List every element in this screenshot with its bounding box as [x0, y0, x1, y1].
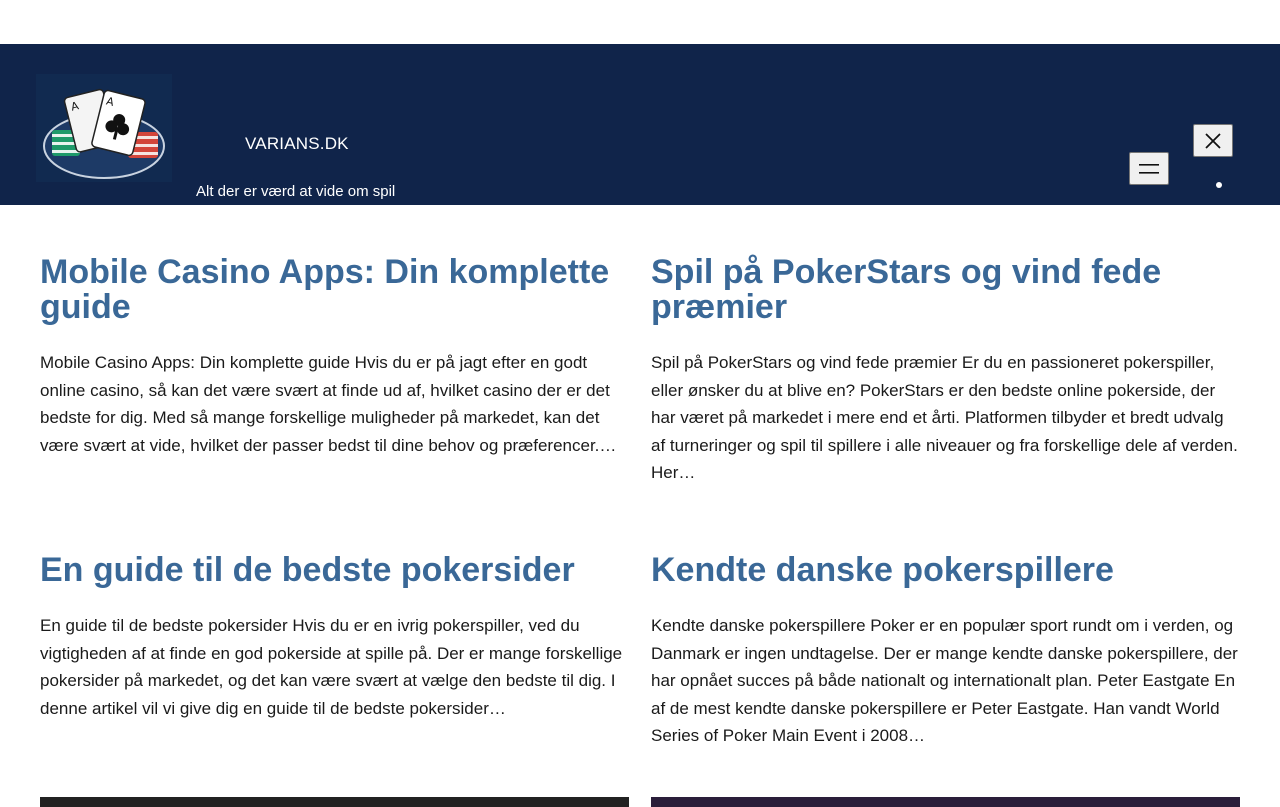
- post-title-link[interactable]: En guide til de bedste pokersider: [40, 551, 575, 589]
- site-title-link[interactable]: VARIANS.DK: [245, 134, 349, 153]
- post-thumbnail[interactable]: [651, 797, 1240, 807]
- post-card: [651, 255, 1240, 487]
- open-menu-button[interactable]: [1129, 152, 1169, 185]
- post-thumbnail[interactable]: [40, 797, 629, 807]
- post-title-link[interactable]: Spil på PokerStars og vind fede præmier: [651, 253, 1162, 326]
- post-excerpt: Mobile Casino Apps: Din komplette guide Hvis du er på jagt efter en godt online casino, så kan det være svært at finde ud af, hvilket casino der er det bedste for dig. Med så mange forskellige muligheder på markedet, kan det være svært at vide, hvilket der passer bedst til dine behov og præferencer.…: [40, 353, 617, 455]
- top-bar: [0, 0, 1280, 44]
- close-icon: [1204, 132, 1222, 150]
- svg-text:A: A: [69, 99, 80, 114]
- post-excerpt: En guide til de bedste pokersider Hvis du er en ivrig pokerspiller, ved du vigtigheden af at finde en god pokerside at spille på. Der er mange forskellige pokersider på markedet, og det kan være svært at vælge den bedste til dig. I denne artikel vil vi give dig en guide til de bedste pokersider…: [40, 616, 623, 718]
- post-title-link[interactable]: Mobile Casino Apps: Din komplette guide: [40, 253, 610, 326]
- post-card: [40, 255, 629, 459]
- post-excerpt: Spil på PokerStars og vind fede præmier Er du en passioneret pokerspiller, eller ønsker du at blive en? PokerStars er den bedste online pokerside, der har været på markedet i mere end et årti. Platformen tilbyder et bredt udvalg af turneringer og spil til spillere i alle niveauer og fra forskellige dele af verden. Her…: [651, 353, 1238, 482]
- poker-cards-logo[interactable]: [36, 74, 172, 182]
- post-card: [40, 553, 629, 722]
- nav-list-bullet: [1216, 182, 1222, 188]
- post-card: [651, 553, 1240, 750]
- site-tagline: Alt der er værd at vide om spil: [196, 183, 396, 200]
- svg-text:A: A: [104, 94, 116, 110]
- site-header: [0, 44, 1280, 205]
- post-title-link[interactable]: Kendte danske pokerspillere: [651, 551, 1114, 589]
- post-excerpt: Kendte danske pokerspillere Poker er en populær sport rundt om i verden, og Danmark er ingen undtagelse. Der er mange kendte danske pokerspillere, der har opnået succes på både nationalt og internationalt plan. Peter Eastgate En af de mest kendte danske pokerspillere er Peter Eastgate. Han vandt World Series of Poker Main Event i 2008…: [651, 616, 1238, 745]
- menu-icon: [1139, 162, 1159, 176]
- close-menu-button[interactable]: [1193, 124, 1233, 157]
